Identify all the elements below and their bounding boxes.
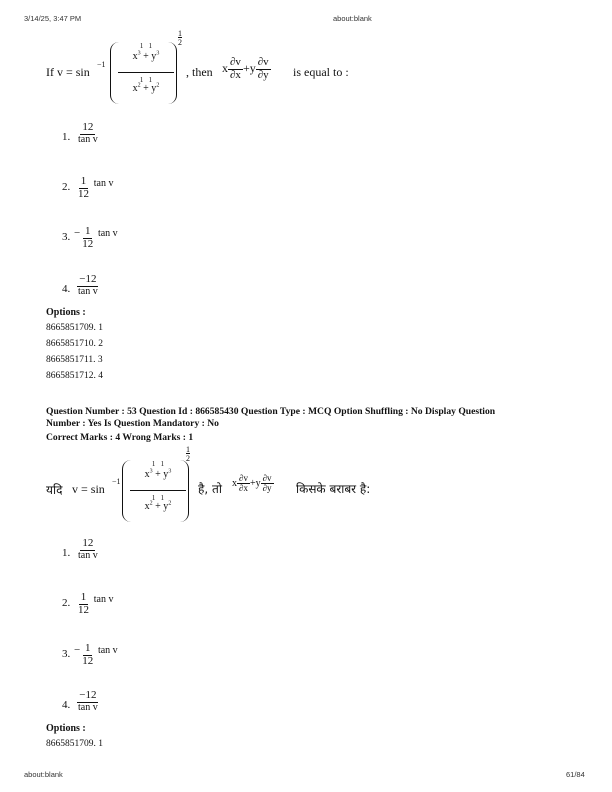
q52-option-id: 8665851711. 3 <box>46 355 103 365</box>
q52-option-id: 8665851709. 1 <box>46 323 103 333</box>
print-timestamp: 3/14/25, 3:47 PM <box>24 14 82 23</box>
q53-option-1: 1. $\frac{12}{\text{tan v}}$ <box>62 537 98 561</box>
q52-inner-numerator: $^{1 1}$ $x^3 + y^3$ <box>132 42 160 63</box>
q53-inner-fraction-bar <box>130 490 186 491</box>
q52-prefix: If v = sin <box>46 65 90 79</box>
q53-right-paren <box>180 460 189 522</box>
q53-option-2: 2. $\frac{1}{12}$ tan v <box>62 591 114 616</box>
q53-option-3: 3. − $\frac{1}{12}$ tan v <box>62 642 118 667</box>
q52-inner-fraction-bar <box>118 72 174 73</box>
q52-options-label: Options : <box>46 307 86 318</box>
page-number: 61/84 <box>566 770 585 779</box>
q52-then: , then <box>186 65 213 79</box>
q52-outer-exponent: 1 2 <box>178 29 182 47</box>
q52-option-id: 8665851710. 2 <box>46 339 103 349</box>
q53-option-id: 8665851709. 1 <box>46 739 103 749</box>
q52-option-id: 8665851712. 4 <box>46 371 103 381</box>
q52-option-2: 2. $\frac{1}{12}$ tan v <box>62 175 114 200</box>
q53-operator: x $\frac{\partial v}{\partial x}$ +y $\frac{\partial v}{\partial y}$ <box>232 473 272 494</box>
q53-mid-hindi: है, तो <box>198 482 222 496</box>
q52-operator: x $\frac{\partial v}{\partial x}$ +y $\frac{\partial v}{\partial y}$ <box>222 56 269 81</box>
q53-prefix-hindi: यदि <box>46 483 63 497</box>
q52-option-4: 4. $\frac{-12}{\text{tan v}}$ <box>62 273 98 297</box>
q52-option-1: 1. $\frac{12}{\text{tan v}}$ <box>62 121 98 145</box>
q52-inner-denominator: 1 1 $x^2 + y^2$ <box>132 76 160 95</box>
print-title: about:blank <box>333 14 372 23</box>
q52-right-paren <box>168 42 177 104</box>
q53-meta-line-1: Question Number : 53 Question Id : 866585430 Question Type : MCQ Option Shuffling : No Display Question <box>46 406 496 417</box>
q52-inverse-exponent: −1 <box>97 60 106 69</box>
q53-inverse-exponent: −1 <box>112 477 121 486</box>
q53-meta-line-2: Number : Yes Is Question Mandatory : No <box>46 418 219 429</box>
q53-prefix: v = sin <box>72 482 105 496</box>
q53-suffix-hindi: किसके बराबर है: <box>296 482 371 496</box>
q53-inner-denominator: 1 1 $x^2 + y^2$ <box>144 494 172 513</box>
q53-options-label: Options : <box>46 723 86 734</box>
q52-option-3: 3. − $\frac{1}{12}$ tan v <box>62 225 118 250</box>
q53-outer-exponent: 1 2 <box>186 445 190 463</box>
q52-suffix: is equal to : <box>293 65 349 79</box>
q53-option-4: 4. $\frac{-12}{\text{tan v}}$ <box>62 689 98 713</box>
q53-inner-numerator: $^{1 1}$ $x^3 + y^3$ <box>144 460 172 481</box>
print-footer-url: about:blank <box>24 770 63 779</box>
q53-marks: Correct Marks : 4 Wrong Marks : 1 <box>46 432 194 443</box>
